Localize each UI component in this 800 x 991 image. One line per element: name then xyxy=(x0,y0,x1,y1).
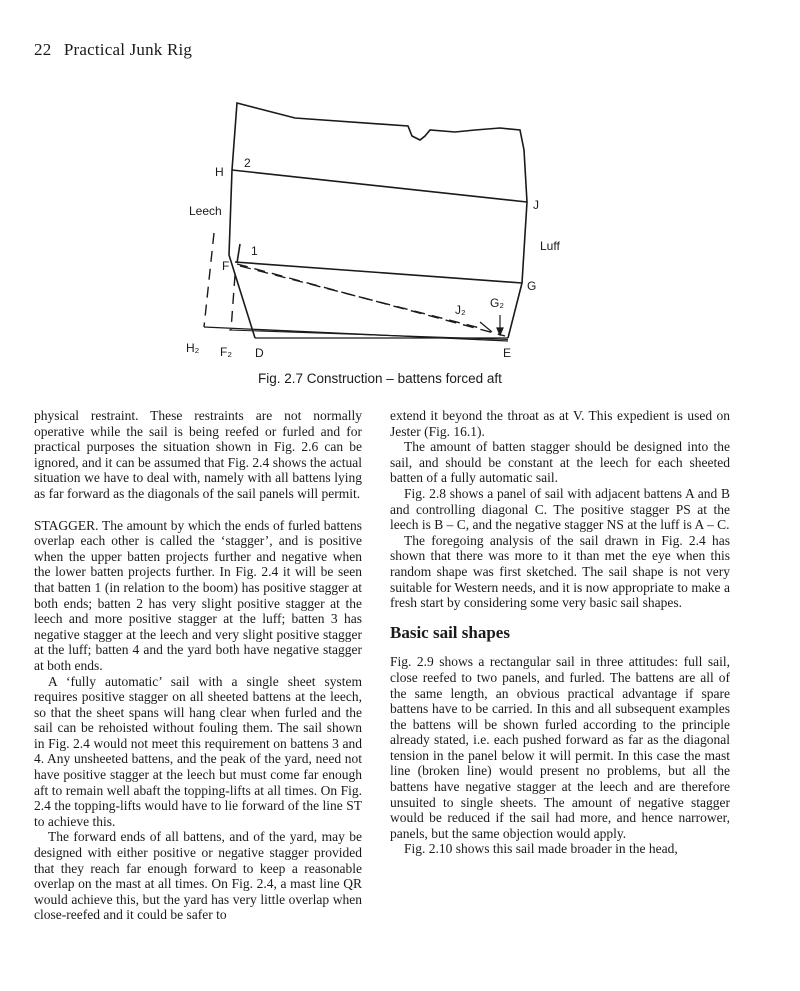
paragraph: A ‘fully automatic’ sail with a single sheet system requires positive stagger on all sheeted battens at the leech, so that the sheet spans will hang clear when furled and the sail can be rehoisted without fouling them. The sail shown in Fig. 2.4 would not meet this requirement on battens 3 and 4. Any unsheeted battens, and the peak of the yard, need not have positive stagger at the leech but must come far enough aft to remain well abaft the topping-lifts at all times. On Fig. 2.4 the topping-lifts would have to lie forward of the line ST to achieve this. xyxy=(34,673,362,829)
left-column xyxy=(34,408,362,923)
paragraph: Fig. 2.9 shows a rectangular sail in three attitudes: full sail, close reefed to two panels, and furled. The battens are all of the same length, an obvious practical advantage if spare battens have to be carried. In this and all subsequent examples the battens will be shown furled according to the principle already stated, i.e. each pushed forward as far as the diagonal tension in the panel below it will permit. In this case the mast line (broken line) would present no problems, but all the battens have negative stagger at the leech and are therefore unsuited to single sheets. The amount of negative stagger would be reduced if the sail had more, and hence narrower, panels, but the same objection would apply. xyxy=(390,654,730,841)
running-title: Practical Junk Rig xyxy=(63,40,193,59)
label-h2: H₂ xyxy=(186,341,200,355)
paragraph: The amount of batten stagger should be designed into the sail, and should be constant at the leech for each sheeted batten of a fully automatic sail. xyxy=(390,439,730,486)
paragraph: The forward ends of all battens, and of the yard, may be designed with either positive or negative stagger provided that they reach far enough forward to keep a reasonable overlap on the mast at all times. On Fig. 2.4, a mast line QR would achieve this, but the yard has very little overlap when close-reefed and it could be safer to xyxy=(34,829,362,923)
luff-line xyxy=(508,202,527,338)
label-g2: G₂ xyxy=(490,296,504,310)
label-leech: Leech xyxy=(189,204,222,218)
label-luff: Luff xyxy=(540,239,560,253)
construction-leech-inner xyxy=(231,275,235,330)
label-h: H xyxy=(215,165,224,179)
label-j2: J₂ xyxy=(455,303,466,317)
sail-construction-diagram xyxy=(0,0,800,400)
label-1: 1 xyxy=(251,244,258,258)
batten-1-tick xyxy=(237,244,240,263)
paragraph: The foregoing analysis of the sail drawn in Fig. 2.4 has shown that there was more to it than met the eye when this random shape was first sketched. The sail shape is not very suitable for Western needs, and it is now appropriate to make a fresh start by considering some very basic sail shapes. xyxy=(390,532,730,611)
construction-leech-outer xyxy=(204,233,214,327)
figure-caption: Fig. 2.7 Construction – battens forced aft xyxy=(258,371,502,386)
page-number: 22 xyxy=(34,40,52,59)
label-f: F xyxy=(222,259,230,273)
paragraph: extend it beyond the throat as at V. This expedient is used on Jester (Fig. 16.1). xyxy=(390,408,730,439)
section-heading: Basic sail shapes xyxy=(390,622,510,642)
paragraph: Fig. 2.10 shows this sail made broader in the head, xyxy=(404,841,678,857)
paragraph: physical restraint. These restraints are not normally operative while the sail is being reefed or furled and for practical purposes the situation shown in Fig. 2.6 can be ignored, and it can be assumed that Fig. 2.4 shows the actual situation we have to deal with, namely with all battens lying as far forward as the diagonals of the sail panels will permit. xyxy=(34,408,362,501)
sail-outline xyxy=(232,103,527,202)
batten-2 xyxy=(232,170,527,202)
paragraph: Fig. 2.8 shows a panel of sail with adjacent battens A and B and controlling diagonal C. The positive stagger PS at the leech is B – C, and the negative stagger NS at the luff is A – C. xyxy=(390,485,730,533)
batten-1 xyxy=(235,262,522,283)
label-j: J xyxy=(533,198,539,212)
label-2: 2 xyxy=(244,156,251,170)
label-f2: F₂ xyxy=(220,345,232,359)
label-d: D xyxy=(255,346,264,360)
paragraph-stagger: STAGGER. The amount by which the ends of furled battens overlap each other is called the ‘stagger’, and is positive when the upper batten projects further and negative when the lower batten projects further. In Fig. 2.4 it will be seen that batten 1 (in relation to the boom) has positive stagger at both ends; batten 2 has very slight positive stagger at the leech and more positive stagger at the luff; batten 3 has negative stagger at the leech and very slight positive stagger at the luff; batten 4 and the yard both have negative stagger at both ends. xyxy=(34,517,362,673)
label-g: G xyxy=(527,279,537,293)
label-e: E xyxy=(503,346,512,360)
right-column xyxy=(390,408,730,857)
